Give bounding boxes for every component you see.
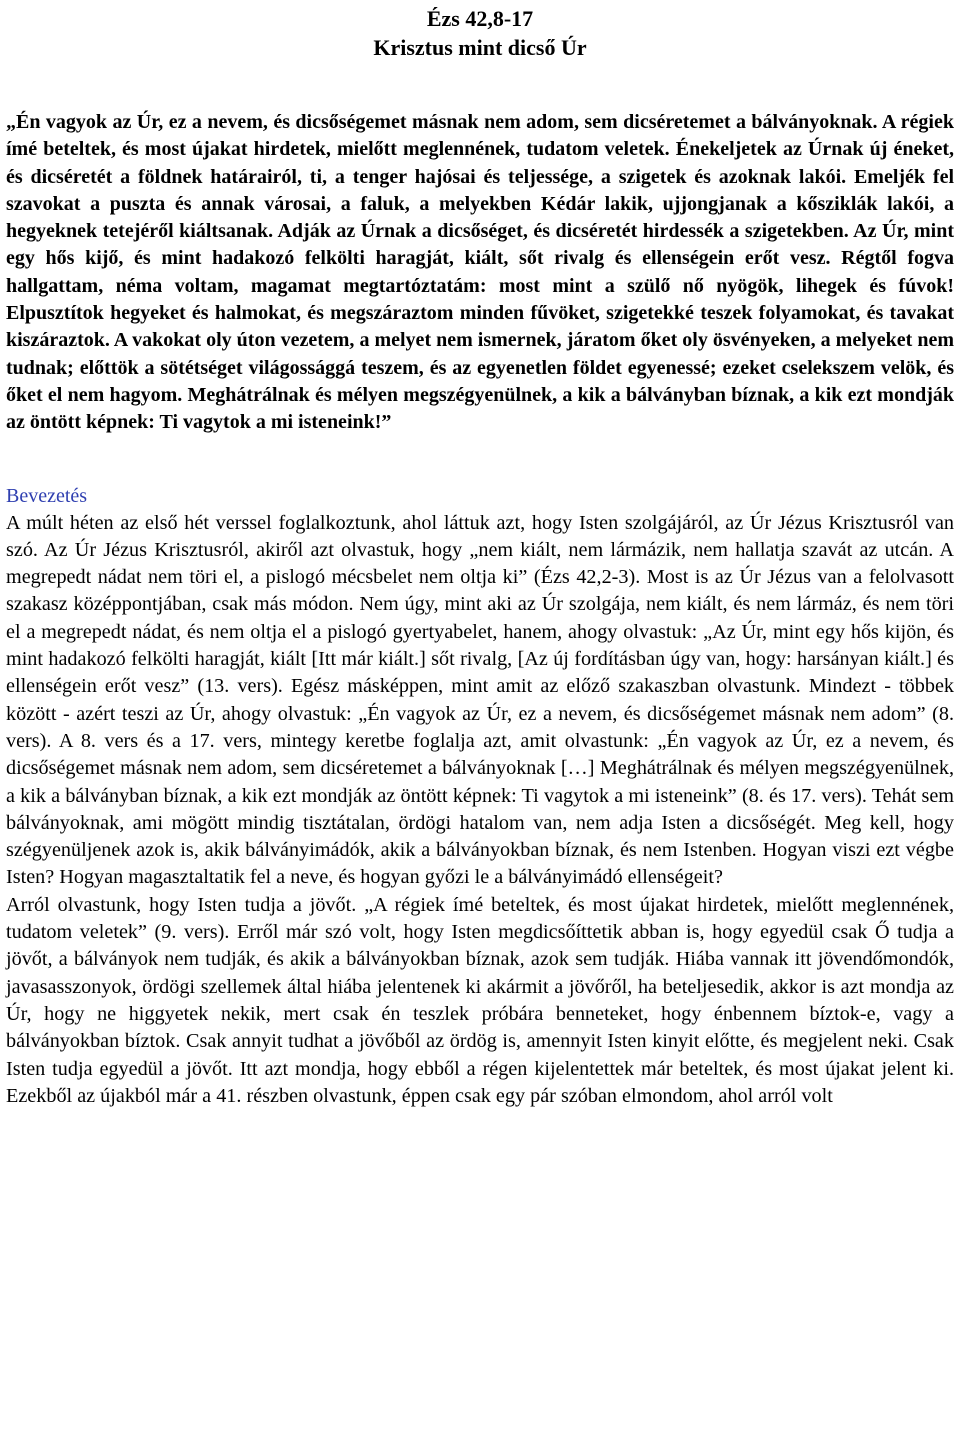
section-heading: Bevezetés <box>6 484 88 507</box>
paragraph: A múlt héten az első hét verssel foglalkoztunk, ahol láttuk azt, hogy Isten szolgájáról, az Úr Jézus Krisztusról van szó. Az Úr Jézus Krisztusról, akiről azt olvastuk, hogy „nem kiált, nem lármázik, nem hallatja szavát az utcán. A megrepedt nádat nem töri el, a pislogó mécsbelet nem oltja ki” (Ézs 42,2-3). Most is az Úr Jézus van a felolvasott szakasz középpontjában, csak más módon. Nem úgy, mint aki az Úr szolgája, nem kiált, és nem lármáz, és nem töri el a megrepedt nádat, és nem oltja el a pislogó gyertyabelet, hanem, ahogy olvastuk: „Az Úr, mint egy hős kijön, és mint hadakozó felkölti haragját, kiált [Itt már kiált.] sőt rivalg, [Az új fordításban úgy van, hogy: harsányan kiált.] és ellenségein erőt vesz” (13. vers). Egész másképpen, mint amit az előző szakaszban olvastunk. Mindezt - többek között - azért teszi az Úr, ahogy olvastuk: „Én vagyok az Úr, ez a nevem, és dicsőségemet másnak nem adom” (8. vers). A 8. vers és a 17. vers, mintegy keretbe foglalja azt, amit olvastunk: „Én vagyok az Úr, ez a nevem, és dicsőségemet másnak nem adom, sem dicséretemet a bálványoknak […] Meghátrálnak és mélyen megszégyenülnek, a kik a bálványban bíznak, a kik ezt mondják az öntött képnek: Ti vagytok a mi isteneink” (8. és 17. vers). Tehát sem bálványoknak, ami mögött mindig tisztátalan, ördögi hatalom van, nem adja Isten a dicsőségét. Meg kell, hogy szégyenüljenek azok is, akik bálványimádók, akik a bálványokban bíznak, és nem Istenben. Hogyan viszi ezt végbe Isten? Hogyan magasztaltatik fel a neve, és hogyan győzi le a bálványimádó ellenségeit? <box>6 511 954 889</box>
scripture-passage: „Én vagyok az Úr, ez a nevem, és dicsőségemet másnak nem adom, sem dicséretemet a bálványoknak. A régiek ímé beteltek, és most újakat hirdetek, mielőtt meglennének, tudatom veletek. Énekeljetek az Úrnak új éneket, és dicséretét a földnek határairól, ti, a tenger hajósai és teljessége, a szigetek és azoknak lakói. Emeljék fel szavokat a puszta és annak városai, a faluk, a melyekben Kédár lakik, ujjongjanak a kősziklák lakói, a hegyeknek tetejéről kiáltsanak. Adják az Úrnak a dicsőséget, és dicséretét hirdessék a szigetekben. Az Úr, mint egy hős kijő, és mint hadakozó felkölti haragját, kiált, sőt rivalg és ellenségein erőt vesz. Régtől fogva hallgattam, néma voltam, magamat megtartóztatám: most mint a szülő nő nyögök, lihegek és fúvok! Elpusztítok hegyeket és halmokat, és megszáraztom minden fűvöket, szigetekké teszek folyamokat, és tavakat kiszáraztok. A vakokat oly úton vezetem, a melyet nem ismernek, járatom őket oly ösvényeken, a melyeket nem tudnak; előttök a sötétséget világossággá teszem, és az egyenetlen földet egyenessé; ezeket cselekszem velök, és őket el nem hagyom. Meghátrálnak és mélyen megszégyenülnek, a kik a bálványban bíznak, a kik ezt mondják az öntött képnek: Ti vagytok a mi isteneink!” <box>6 111 954 434</box>
paragraph: Arról olvastunk, hogy Isten tudja a jövőt. „A régiek ímé beteltek, és most újakat hirdetek, mielőtt meglennének, tudatom veletek” (9. vers). Erről már szó volt, hogy Isten megdicsőíttetik abban is, hogy egyedül csak Ő tudja a jövőt, a bálványok nem tudják, és akik a bálványokban bíznak, azok sem tudják. Hiába vannak itt jövendőmondók, javasasszonyok, ördögi szellemek által hiába jelentenek ki akármit a jövőről, ha beteljesedik, akkor is azt mondja az Úr, hogy ne higgyetek nekik, mert csak én teszlek próbára benneteket, hogy énbennem bíztok-e, vagy a bálványokban bíztok. Csak annyit tudhat a jövőből az ördög is, amennyit Isten kinyit előtte, és megjelent neki. Csak Isten tudja egyedül a jövőt. Itt azt mondja, hogy ebből a régen kijelentettek már beteltek, és most újakat jelent ki. Ezekből az újakból már a 41. részben olvastunk, éppen csak egy pár szóban elmondom, ahol arról volt <box>6 893 954 1107</box>
page-title: Ézs 42,8-17 <box>426 6 534 31</box>
body-text <box>6 510 954 1111</box>
page-subtitle: Krisztus mint dicső Úr <box>373 35 587 60</box>
title-block <box>6 0 954 62</box>
